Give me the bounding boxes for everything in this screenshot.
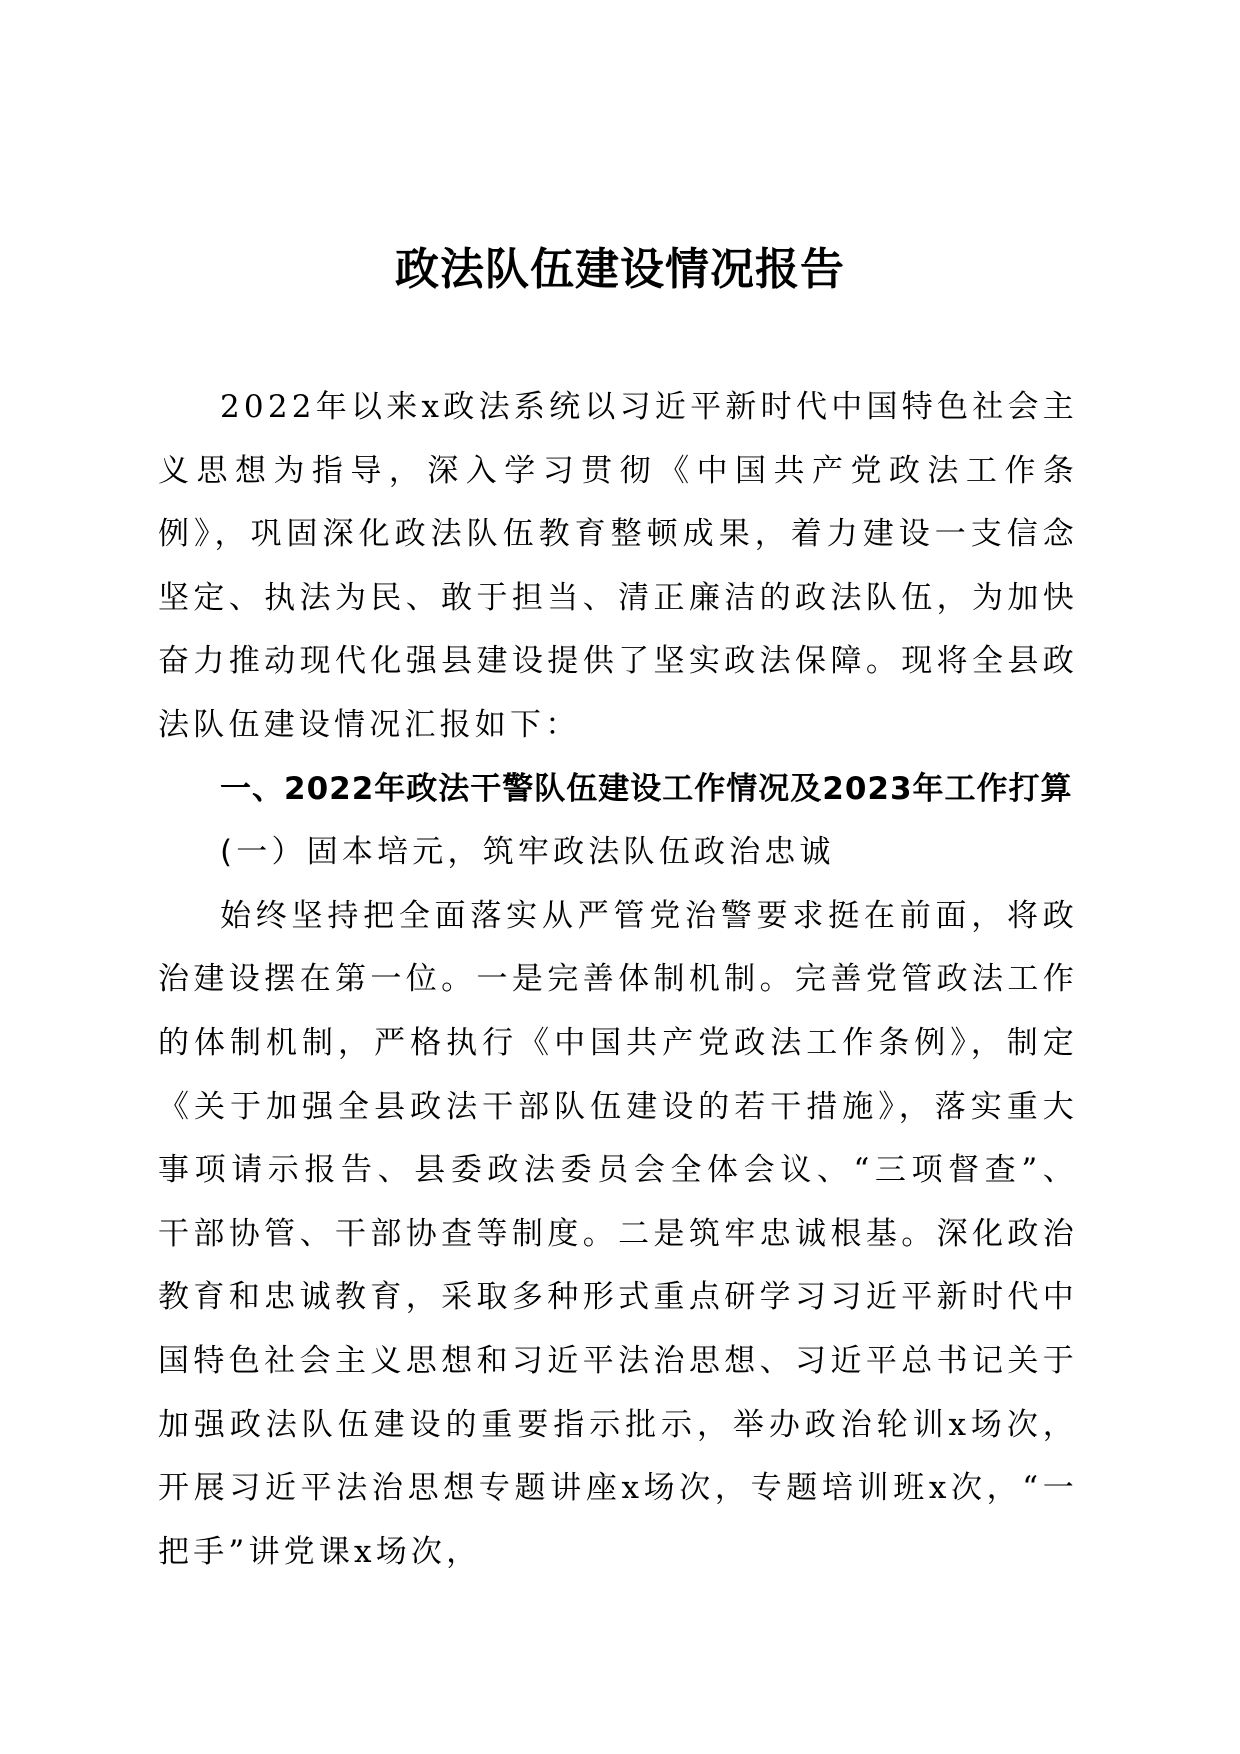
document-body [158, 376, 1078, 1584]
intro-paragraph: 2022年以来x政法系统以习近平新时代中国特色社会主义思想为指导，深入学习贯彻《中国共产党政法工作条例》，巩固深化政法队伍教育整顿成果，着力建设一支信念坚定、执法为民、敢于担当、清正廉洁的政法队伍，为加快奋力推动现代化强县建设提供了坚实政法保障。现将全县政法队伍建设情况汇报如下： [158, 389, 1078, 743]
section-heading: 一、2022年政法干警队伍建设工作情况及2023年工作打算 [220, 770, 1073, 807]
subsection-heading: (一）固本培元，筑牢政法队伍政治忠诚 [220, 834, 835, 871]
document-title: 政法队伍建设情况报告 [395, 244, 845, 295]
body-paragraph: 始终坚持把全面落实从严管党治警要求挺在前面，将政治建设摆在第一位。一是完善体制机制。完善党管政法工作的体制机制，严格执行《中国共产党政法工作条例》，制定《关于加强全县政法干部队伍建设的若干措施》，落实重大事项请示报告、县委政法委员会全体会议、“三项督查”、干部协管、干部协查等制度。二是筑牢忠诚根基。深化政治教育和忠诚教育，采取多种形式重点研学习习近平新时代中国特色社会主义思想和习近平法治思想、习近平总书记关于加强政法队伍建设的重要指示批示，举办政治轮训x场次，开展习近平法治思想专题讲座x场次，专题培训班x次，“一把手”讲党课x场次， [158, 897, 1078, 1570]
